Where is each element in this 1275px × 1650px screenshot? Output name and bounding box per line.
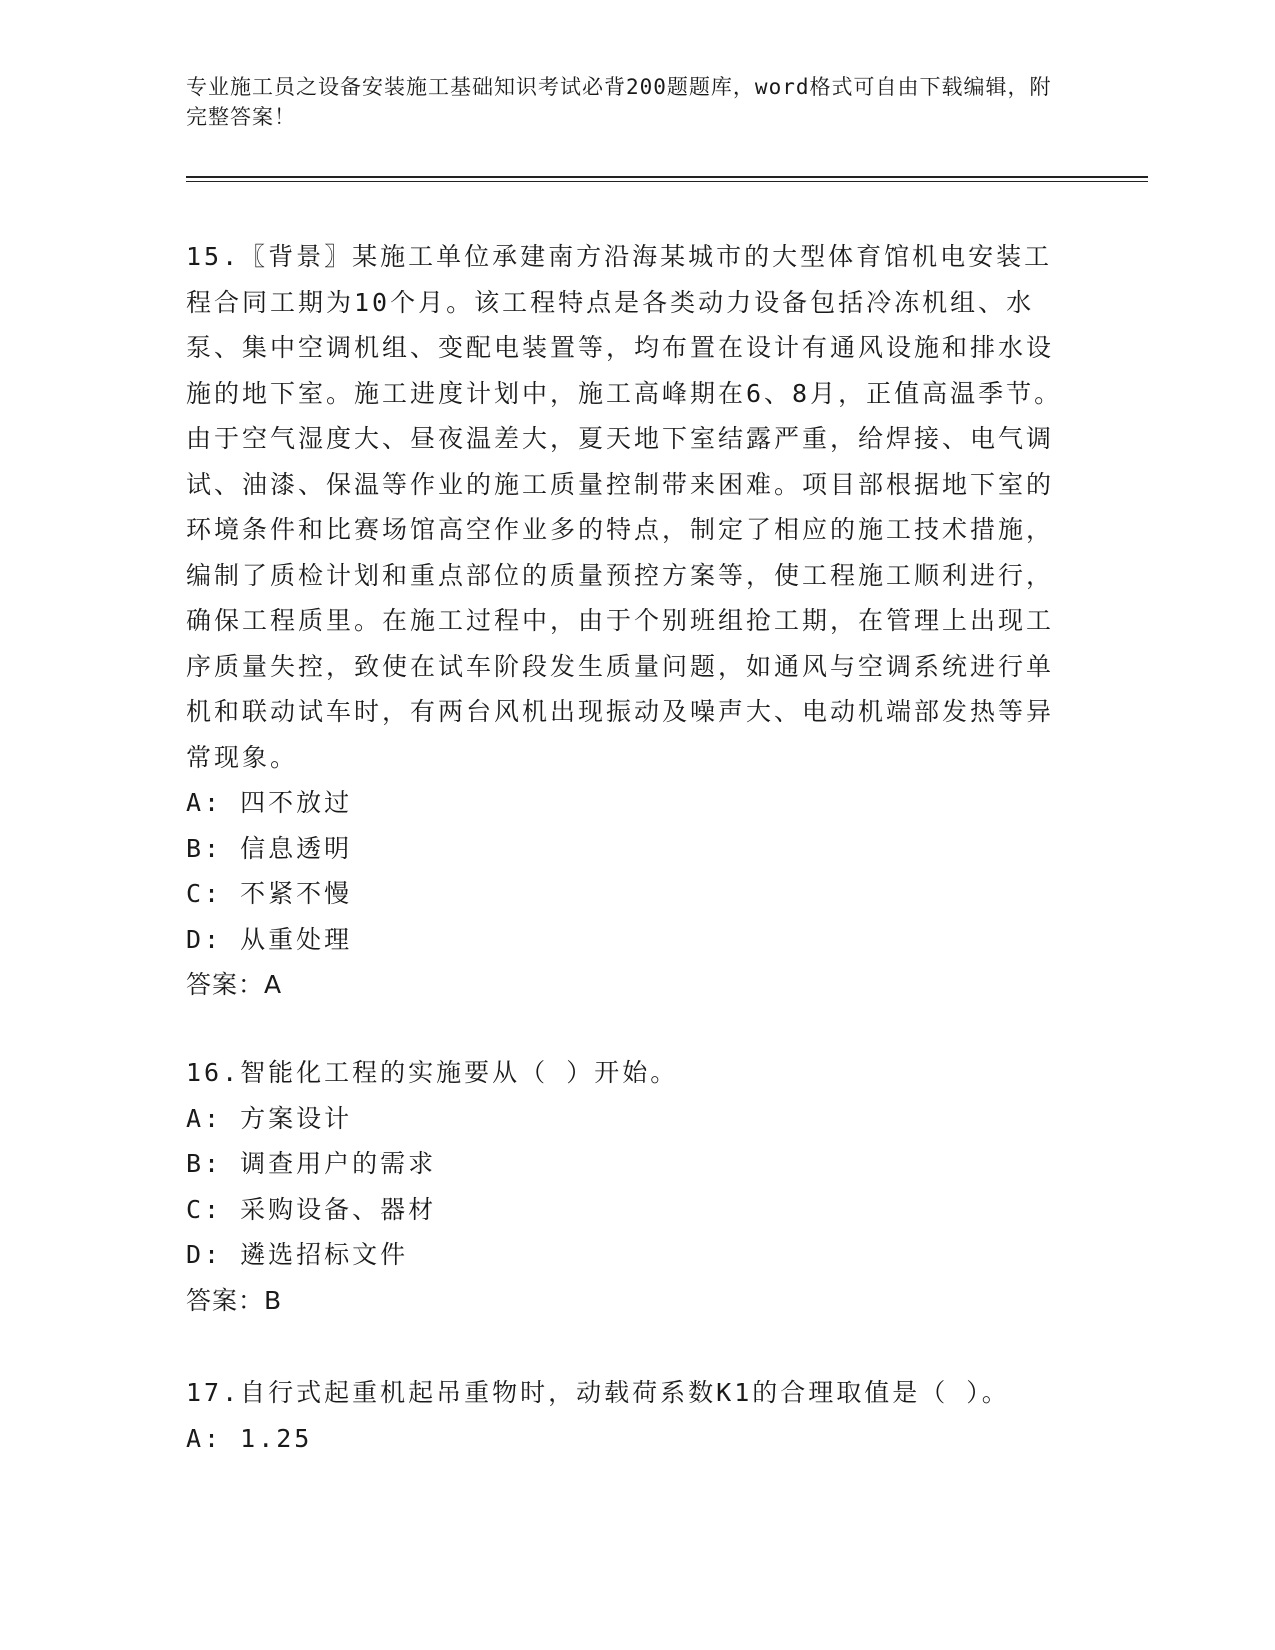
option-b: B: 信息透明	[186, 833, 353, 863]
document-header: 专业施工员之设备安装施工基础知识考试必背200题题库，word格式可自由下载编辑，附完整答案！	[186, 75, 1052, 129]
question-15	[186, 234, 1066, 1008]
option-c: C: 采购设备、器材	[186, 1194, 437, 1224]
header-rule-thin	[186, 181, 1148, 182]
option-a: A: 四不放过	[186, 788, 353, 817]
question-16	[186, 1050, 1066, 1323]
option-b: B: 调查用户的需求	[186, 1149, 437, 1178]
question-stem: 16.智能化工程的实施要从（ ）开始。	[186, 1058, 679, 1087]
option-a: A: 方案设计	[186, 1103, 353, 1133]
option-a: A: 1.25	[186, 1423, 313, 1453]
question-17	[186, 1370, 1066, 1461]
question-stem: 17.自行式起重机起吊重物时，动载荷系数K1的合理取值是（ ）。	[186, 1378, 1010, 1407]
answer: 答案：A	[186, 970, 283, 999]
option-d: D: 遴选招标文件	[186, 1240, 409, 1269]
option-c: C: 不紧不慢	[186, 879, 353, 908]
question-stem: 15.〖背景〗某施工单位承建南方沿海某城市的大型体育馆机电安装工程合同工期为10个月。该工程特点是各类动力设备包括冷冻机组、水泵、集中空调机组、变配电装置等，均布置在设计有通风设施和排水设施的地下室。施工进度计划中，施工高峰期在6、8月，正值高温季节。由于空气湿度大、昼夜温差大，夏天地下室结露严重，给焊接、电气调试、油漆、保温等作业的施工质量控制带来困难。项目部根据地下室的环境条件和比赛场馆高空作业多的特点，制定了相应的施工技术措施，编制了质检计划和重点部位的质量预控方案等，使工程施工顺利进行，确保工程质里。在施工过程中，由于个别班组抢工期，在管理上出现工序质量失控，致使在试车阶段发生质量问题，如通风与空调系统进行单机和联动试车时，有两台风机出现振动及噪声大、电动机端部发热等异常现象。	[186, 242, 1063, 772]
header-rule-thick	[186, 176, 1148, 178]
option-d: D: 从重处理	[186, 924, 353, 954]
answer: 答案：B	[186, 1285, 283, 1315]
